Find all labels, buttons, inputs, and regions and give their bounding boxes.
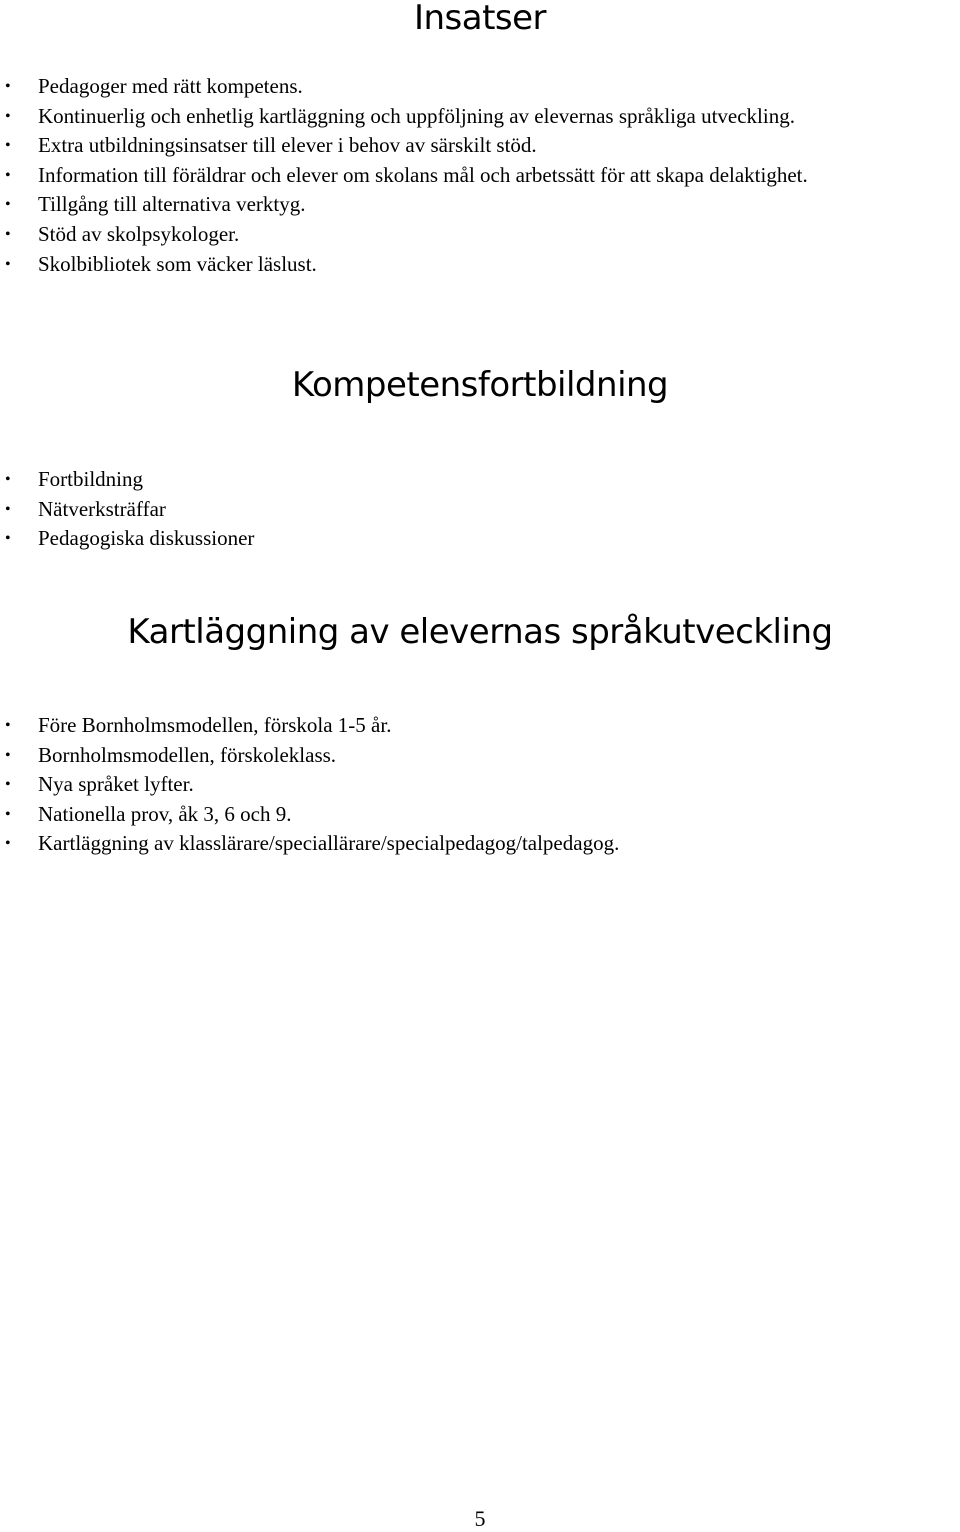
insatser-list (0, 72, 898, 279)
section-title-kartlaggning: Kartläggning av elevernas språkutveckling (127, 612, 833, 652)
section-title-kompetensfortbildning: Kompetensfortbildning (291, 365, 669, 405)
page-number: 5 (474, 1506, 486, 1531)
list-item: • Bornholmsmodellen, förskoleklass. (0, 741, 898, 771)
list-item: • Stöd av skolpsykologer. (0, 220, 898, 250)
list-item: • Fortbildning (0, 465, 898, 495)
list-item: • Nationella prov, åk 3, 6 och 9. (0, 800, 898, 830)
list-item: • Information till föräldrar och elever om skolans mål och arbetssätt för att skapa delaktighet. (0, 161, 898, 191)
list-item: • Pedagogiska diskussioner (0, 524, 898, 554)
list-item: • Nätverksträffar (0, 495, 898, 525)
list-item: • Före Bornholmsmodellen, förskola 1-5 år. (0, 711, 898, 741)
list-item: • Extra utbildningsinsatser till elever i behov av särskilt stöd. (0, 131, 898, 161)
list-item: • Skolbibliotek som väcker läslust. (0, 250, 898, 280)
list-item: • Tillgång till alternativa verktyg. (0, 190, 898, 220)
kompetensfortbildning-list (0, 465, 898, 554)
list-item: • Pedagoger med rätt kompetens. (0, 72, 898, 102)
kartlaggning-list (0, 711, 898, 859)
list-item: • Nya språket lyfter. (0, 770, 898, 800)
section-title-insatser: Insatser (413, 0, 547, 38)
list-item: • Kartläggning av klasslärare/speciallärare/specialpedagog/talpedagog. (0, 829, 898, 859)
list-item: • Kontinuerlig och enhetlig kartläggning och uppföljning av elevernas språkliga utveckling. (0, 102, 898, 132)
